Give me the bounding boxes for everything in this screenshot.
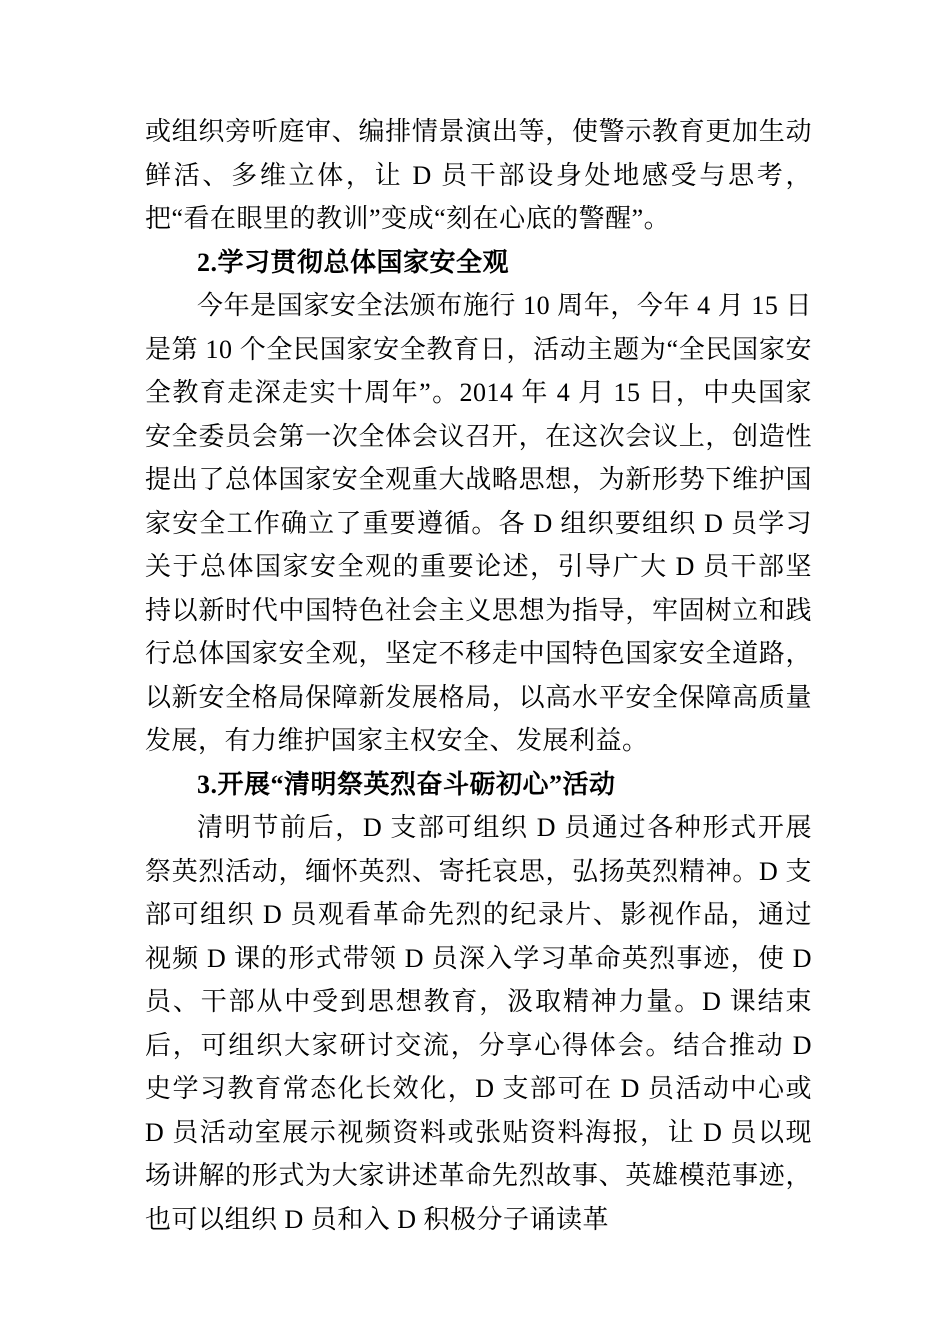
paragraph-national-security-education: 今年是国家安全法颁布施行 10 周年，今年 4 月 15 日是第 10 个全民国家安全教育日，活动主题为“全民国家安全教育走深走实十周年”。2014 年 4 月 15 日，中央国家安全委员会第一次全体会议召开，在这次会议上，创造性提出了总体国家安全观重大战略思想，为新形势下维护国家安全工作确立了重要遵循。各 D 组织要组织 D 员学习关于总体国家安全观的重要论述，引导广大 D 员干部坚持以新时代中国特色社会主义思想为指导，牢固树立和践行总体国家安全观，坚定不移走中国特色国家安全道路，以新安全格局保障新发展格局，以高水平安全保障高质量发展，有力维护国家主权安全、发展利益。 bbox=[145, 291, 812, 755]
document-text-area bbox=[145, 110, 812, 1241]
paragraph-qingming-activities: 清明节前后，D 支部可组织 D 员通过各种形式开展祭英烈活动，缅怀英烈、寄托哀思，弘扬英烈精神。D 支部可组织 D 员观看革命先烈的纪录片、影视作品，通过视频 D 课的形式带领 D 员深入学习革命英烈事迹，使 D 员、干部从中受到思想教育，汲取精神力量。D 课结束后，可组织大家研讨交流，分享心得体会。结合推动 D 史学习教育常态化长效化，D 支部可在 D 员活动中心或 D 员活动室展示视频资料或张贴资料海报，让 D 员以现场讲解的形式为大家讲述革命先烈故事、英雄模范事迹，也可以组织 D 员和入 D 积极分子诵读革 bbox=[145, 813, 812, 1234]
paragraph-warning-education-continuation: 或组织旁听庭审、编排情景演出等，使警示教育更加生动鲜活、多维立体，让 D 员干部设身处地感受与思考，把“看在眼里的教训”变成“刻在心底的警醒”。 bbox=[145, 117, 812, 233]
section-heading-national-security: 2.学习贯彻总体国家安全观 bbox=[197, 247, 510, 277]
section-heading-qingming-martyrs: 3.开展“清明祭英烈奋斗砺初心”活动 bbox=[197, 769, 616, 799]
